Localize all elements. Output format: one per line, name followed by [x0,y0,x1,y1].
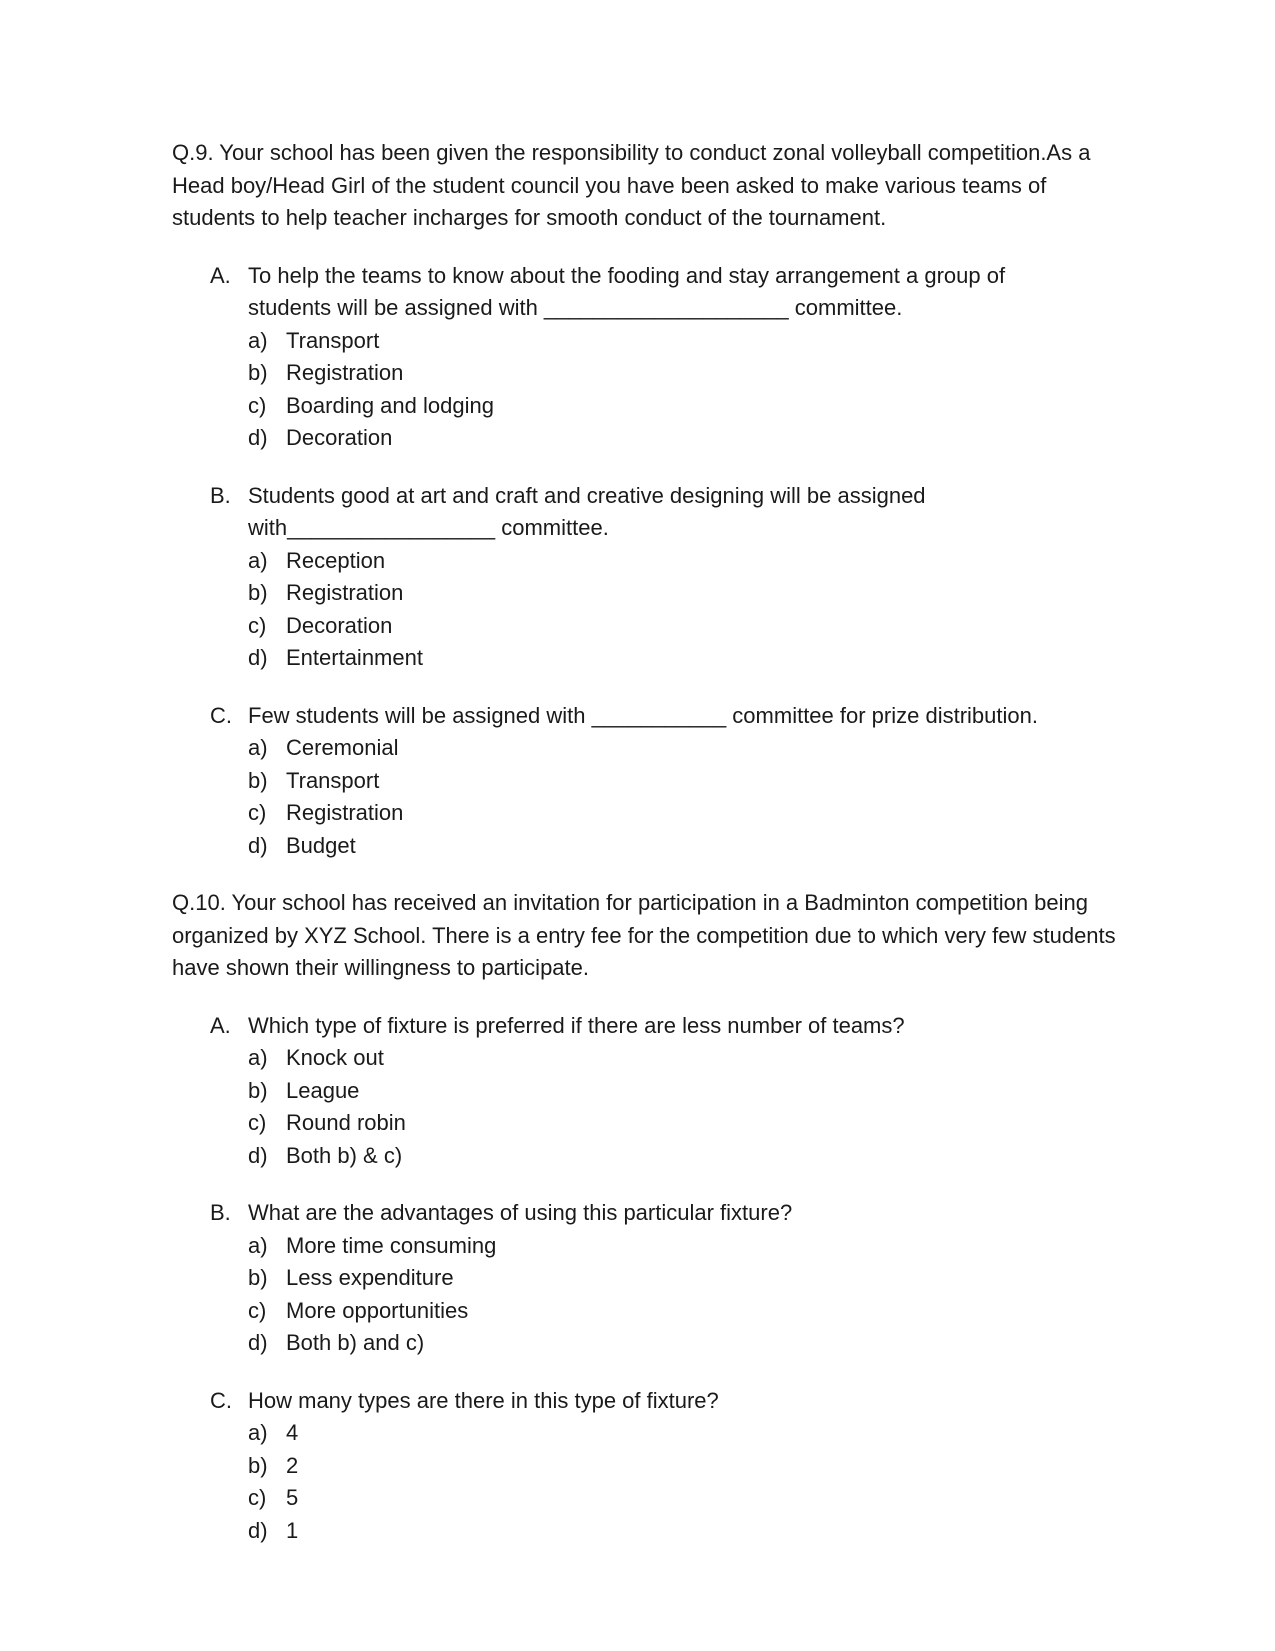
sub-question-letter: A. [210,262,231,288]
document-page [172,137,1132,1547]
option-label: d) [248,645,268,670]
option-text: Transport [286,327,380,353]
option-label: a) [248,1045,268,1070]
option-item[interactable] [248,1075,1132,1108]
question-stem: Q.10. Your school has received an invitation for participation in a Badminton competition being organized by XYZ School. There is a entry fee for the competition due to which very few students have shown their willingness to participate. [172,890,1116,980]
option-item[interactable] [248,1262,1132,1295]
option-text: Round robin [286,1110,406,1135]
option-item[interactable] [248,642,1132,675]
option-text: Ceremonial [286,735,399,760]
option-text: Budget [286,832,356,858]
option-item[interactable] [248,1140,1132,1173]
sub-question-text: How many types are there in this type of fixture? [248,1387,719,1413]
sub-question-letter: B. [210,1200,231,1225]
sub-question-c [210,1385,1132,1418]
option-text: More opportunities [286,1297,469,1323]
options-list [248,1417,1132,1547]
option-label: b) [248,767,268,793]
option-label: a) [248,1420,268,1445]
option-item[interactable] [248,610,1132,643]
question-9 [172,137,1132,862]
option-label: d) [248,1142,268,1168]
sub-question-letter: A. [210,1012,231,1038]
option-item[interactable] [248,765,1132,798]
option-label: c) [248,392,267,418]
question-stem: Q.9. Your school has been given the responsibility to conduct zonal volleyball competition.As a Head boy/Head Girl of the student council you have been asked to make various teams of students to help teacher incharges for smooth conduct of the tournament. [172,140,1091,230]
option-item[interactable] [248,545,1132,578]
sub-question-b [210,1197,1132,1230]
options-list [248,732,1132,862]
option-item[interactable] [248,325,1132,358]
option-label: d) [248,1330,268,1355]
option-text: Registration [286,800,404,825]
options-list [248,545,1132,675]
option-item[interactable] [248,357,1132,390]
option-label: b) [248,580,268,605]
sub-question-a [210,1010,1132,1043]
option-item[interactable] [248,1450,1132,1483]
option-text: 5 [286,1485,299,1510]
option-text: Both b) & c) [286,1142,403,1168]
option-item[interactable] [248,1107,1132,1140]
sub-question-text: Students good at art and craft and creative designing will be assigned with_________________ committee. [248,482,926,540]
option-label: b) [248,360,268,385]
option-label: c) [248,800,267,825]
option-label: c) [248,1485,267,1510]
option-item[interactable] [248,1417,1132,1450]
option-label: d) [248,425,268,450]
option-item[interactable] [248,830,1132,863]
sub-question-a [210,260,1132,325]
sub-question-text: What are the advantages of using this particular fixture? [248,1200,793,1225]
option-label: c) [248,612,267,638]
option-label: b) [248,1452,268,1478]
options-list [248,1042,1132,1172]
option-text: Boarding and lodging [286,392,494,418]
question-10 [172,887,1132,1547]
option-text: Reception [286,547,386,573]
option-label: b) [248,1265,268,1290]
option-item[interactable] [248,422,1132,455]
option-label: a) [248,327,268,353]
sub-question-letter: B. [210,482,231,508]
option-item[interactable] [248,1230,1132,1263]
sub-question-text: To help the teams to know about the fooding and stay arrangement a group of students will be assigned with ____________________ committee. [248,262,1006,320]
option-label: a) [248,547,268,573]
option-text: Knock out [286,1045,384,1070]
option-label: a) [248,1232,268,1258]
sub-question-letter: C. [210,1387,232,1413]
option-item[interactable] [248,1482,1132,1515]
sub-question-b [210,480,1132,545]
option-label: d) [248,832,268,858]
option-text: Both b) and c) [286,1330,425,1355]
option-item[interactable] [248,577,1132,610]
option-text: Decoration [286,425,393,450]
option-label: b) [248,1077,268,1103]
option-text: Registration [286,580,404,605]
option-text: Less expenditure [286,1265,454,1290]
option-text: 1 [286,1517,299,1543]
sub-question-c [210,700,1132,733]
option-item[interactable] [248,1295,1132,1328]
option-item[interactable] [248,1327,1132,1360]
option-text: 2 [286,1452,299,1478]
option-label: c) [248,1110,267,1135]
option-text: League [286,1077,360,1103]
option-text: More time consuming [286,1232,497,1258]
option-item[interactable] [248,390,1132,423]
sub-question-text: Few students will be assigned with ___________ committee for prize distribution. [248,702,1038,728]
options-list [248,325,1132,455]
option-item[interactable] [248,1042,1132,1075]
option-text: Registration [286,360,404,385]
option-item[interactable] [248,732,1132,765]
option-label: a) [248,735,268,760]
option-text: Entertainment [286,645,423,670]
option-label: d) [248,1517,268,1543]
options-list [248,1230,1132,1360]
option-text: 4 [286,1420,299,1445]
option-text: Decoration [286,612,393,638]
option-item[interactable] [248,797,1132,830]
sub-question-text: Which type of fixture is preferred if there are less number of teams? [248,1012,905,1038]
option-item[interactable] [248,1515,1132,1548]
option-label: c) [248,1297,267,1323]
option-text: Transport [286,767,380,793]
sub-question-letter: C. [210,702,232,728]
